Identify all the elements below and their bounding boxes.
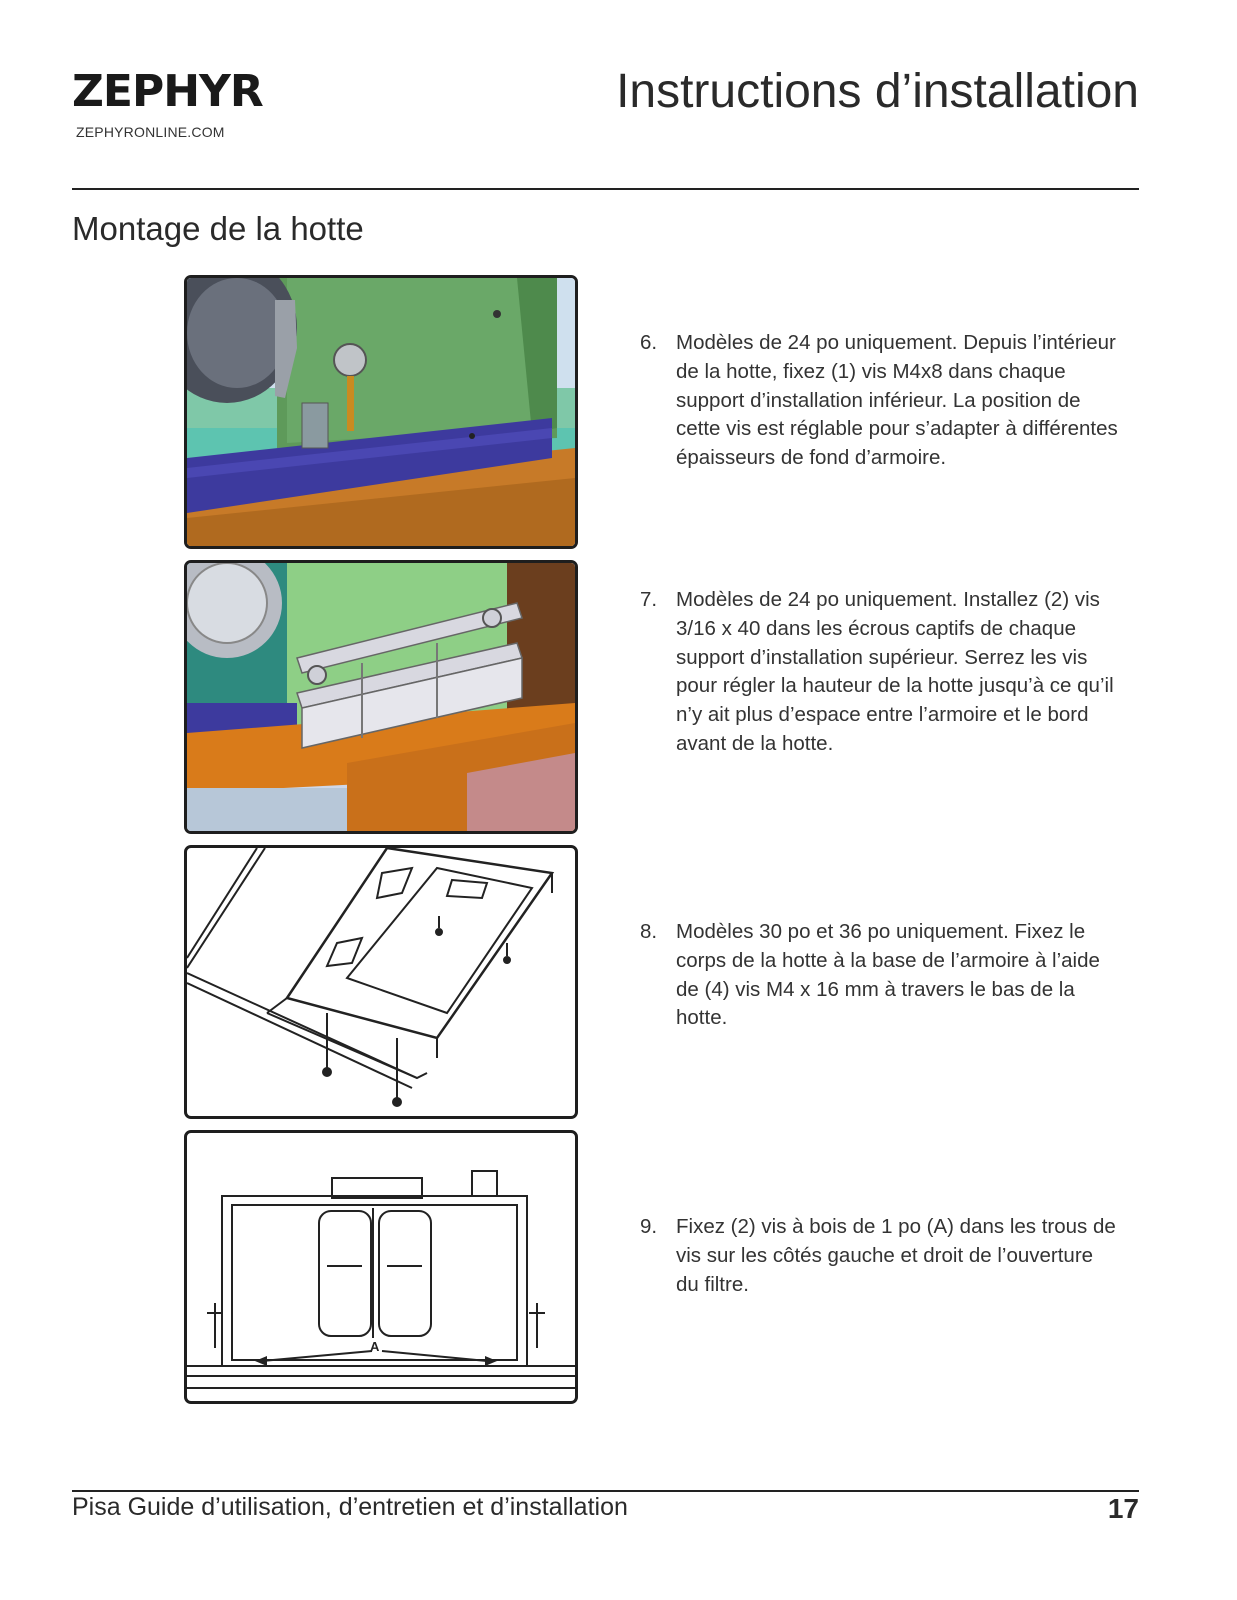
- figure-step-6: [184, 275, 578, 549]
- figure-step-7: [184, 560, 578, 834]
- website-url: ZEPHYRONLINE.COM: [76, 124, 225, 140]
- step-8: [640, 918, 1120, 1033]
- figure-step-6-illustration: [187, 278, 575, 546]
- step-text: Modèles de 24 po uniquement. Depuis l’intérieur de la hotte, fixez (1) vis M4x8 dans chaque support d’installation inférieur. La position de cette vis est réglable pour s’adapter à différentes épaisseurs de fond d’armoire.: [676, 331, 1118, 470]
- footer-divider: [72, 1490, 1139, 1492]
- step-number: 9.: [640, 1215, 658, 1238]
- step-9: [640, 1213, 1120, 1299]
- step-7: [640, 586, 1120, 759]
- figure-step-8-illustration: [187, 848, 575, 1116]
- figure-label-a: A: [370, 1339, 380, 1354]
- step-6: [640, 329, 1120, 473]
- step-text: Modèles de 24 po uniquement. Installez (2) vis 3/16 x 40 dans les écrous captifs de chaque support d’installation supérieur. Serrez les vis pour régler la hauteur de la hotte jusqu’à ce qu’il n’y ait plus d’espace entre l’armoire et le bord avant de la hotte.: [676, 588, 1114, 755]
- figure-step-8: [184, 845, 578, 1119]
- header-divider: [72, 188, 1139, 190]
- step-text: Fixez (2) vis à bois de 1 po (A) dans les trous de vis sur les côtés gauche et droit de l’ouverture du filtre.: [676, 1215, 1116, 1296]
- figure-step-9: [184, 1130, 578, 1404]
- step-number: 8.: [640, 920, 658, 943]
- step-number: 6.: [640, 331, 658, 354]
- footer-guide-title: Pisa Guide d’utilisation, d’entretien et d’installation: [72, 1493, 628, 1521]
- step-number: 7.: [640, 588, 658, 611]
- document-title: Instructions d’installation: [616, 65, 1139, 118]
- figure-step-7-illustration: [187, 563, 575, 831]
- brand-logo: ZEPHYR: [72, 66, 263, 117]
- page-number: 17: [1107, 1493, 1139, 1524]
- section-title: Montage de la hotte: [72, 210, 364, 247]
- step-text: Modèles 30 po et 36 po uniquement. Fixez le corps de la hotte à la base de l’armoire à l’aide de (4) vis M4 x 16 mm à travers le bas de la hotte.: [676, 920, 1100, 1030]
- figure-step-9-illustration: [187, 1133, 575, 1401]
